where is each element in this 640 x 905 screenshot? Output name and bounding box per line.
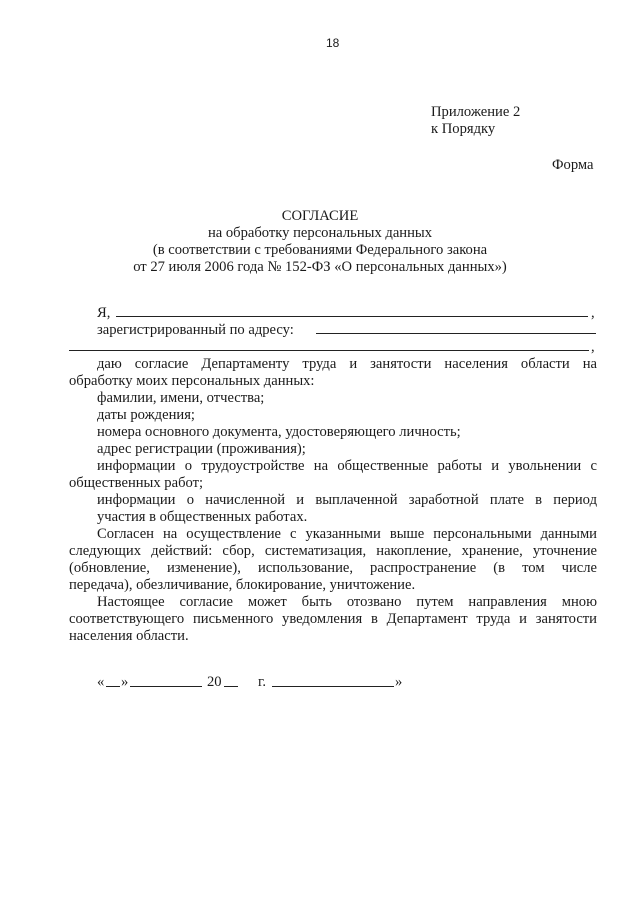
date-close-quote: » bbox=[121, 674, 129, 690]
actions-line-4: передача), обезличивание, блокирование, уничтожение. bbox=[69, 577, 416, 593]
i-label: Я, bbox=[97, 305, 111, 321]
title-line-3: от 27 июля 2006 года № 152-ФЗ «О персональных данных») bbox=[133, 259, 507, 275]
date-open-quote: « bbox=[97, 674, 105, 690]
actions-line-3: (обновление, изменение), использование, распространение (в том числе bbox=[69, 560, 597, 576]
revoke-line-1: Настоящее согласие может быть отозвано путем направления мною bbox=[97, 594, 597, 610]
actions-line-1: Согласен на осуществление с указанными выше персональными данными bbox=[97, 526, 597, 542]
list-item: даты рождения; bbox=[97, 407, 195, 423]
signature-close-quote: » bbox=[395, 674, 403, 690]
month-field-line[interactable] bbox=[130, 686, 202, 687]
title-line-1: на обработку персональных данных bbox=[207, 225, 433, 241]
employment-line-2: общественных работ; bbox=[69, 475, 204, 491]
name-comma: , bbox=[591, 305, 595, 321]
consent-line-2: обработку моих персональных данных: bbox=[69, 373, 315, 389]
name-field-line[interactable] bbox=[116, 316, 588, 317]
consent-line-1: даю согласие Департаменту труда и занятости населения области на bbox=[97, 356, 597, 372]
list-item: номера основного документа, удостоверяющего личность; bbox=[97, 424, 461, 440]
title-line-2: (в соответствии с требованиями Федерального закона bbox=[152, 242, 488, 258]
appendix-line-2: к Порядку bbox=[431, 121, 496, 137]
address-field-line-2[interactable] bbox=[69, 350, 589, 351]
list-item: адрес регистрации (проживания); bbox=[97, 441, 306, 457]
signature-field-line[interactable] bbox=[272, 686, 394, 687]
revoke-line-2: соответствующего письменного уведомления в Департамент труда и занятости bbox=[69, 611, 597, 627]
actions-line-2: следующих действий: сбор, систематизация, накопление, хранение, уточнение bbox=[69, 543, 597, 559]
year-prefix: 20 bbox=[207, 674, 222, 690]
address-field-line[interactable] bbox=[316, 333, 596, 334]
list-item: фамилии, имени, отчества; bbox=[97, 390, 265, 406]
page-number: 18 bbox=[326, 36, 340, 50]
year-suffix: г. bbox=[258, 674, 266, 690]
title-heading: СОГЛАСИЕ bbox=[281, 208, 359, 224]
day-field-line[interactable] bbox=[106, 686, 120, 687]
salary-line-2: участия в общественных работах. bbox=[97, 509, 308, 525]
revoke-line-3: населения области. bbox=[69, 628, 189, 644]
employment-line-1: информации о трудоустройстве на общественные работы и увольнении с bbox=[97, 458, 597, 474]
salary-line-1: информации о начисленной и выплаченной заработной плате в период bbox=[97, 492, 597, 508]
year-field-line[interactable] bbox=[224, 686, 238, 687]
address-label: зарегистрированный по адресу: bbox=[97, 322, 294, 338]
form-label: Форма bbox=[552, 157, 594, 173]
address-comma: , bbox=[591, 339, 595, 355]
appendix-line-1: Приложение 2 bbox=[431, 104, 521, 120]
